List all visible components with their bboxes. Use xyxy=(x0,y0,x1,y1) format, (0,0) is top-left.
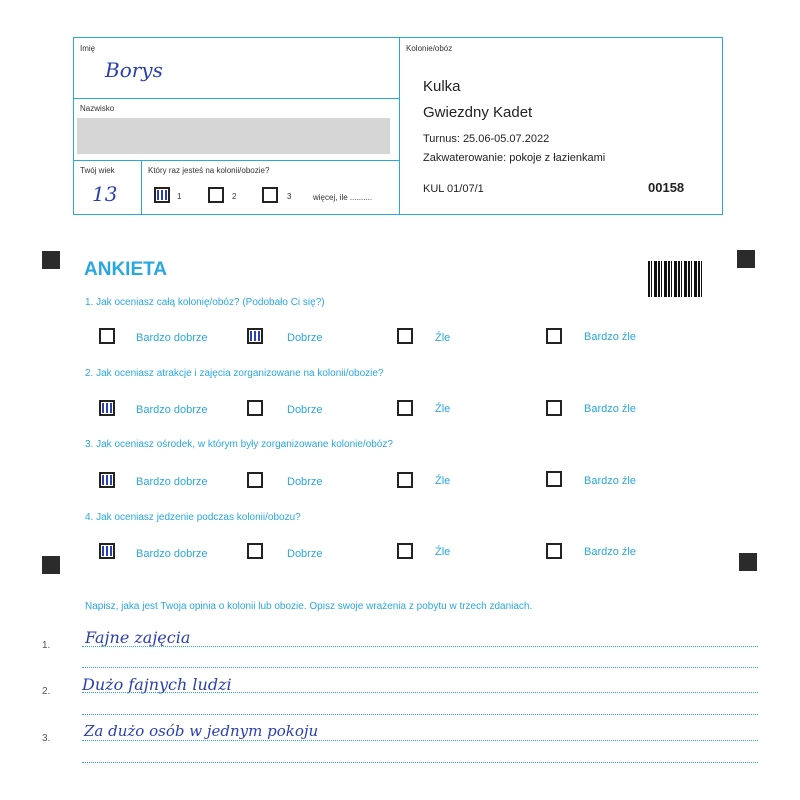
q1-checkbox-zle[interactable] xyxy=(397,328,413,344)
opinion-line-1-text[interactable]: Fajne zajęcia xyxy=(85,628,191,647)
opinion-line-3-number: 3. xyxy=(42,733,51,744)
survey-title: ANKIETA xyxy=(84,259,168,280)
question-2-text: 2. Jak oceniasz atrakcje i zajęcia zorganizowane na kolonii/obozie? xyxy=(85,368,384,379)
q3-checkbox-dobrze[interactable] xyxy=(247,472,263,488)
opinion-line-1-rule xyxy=(82,646,758,647)
question-1-text: 1. Jak oceniasz całą kolonię/obóz? (Podobało Ci się?) xyxy=(85,297,325,308)
q3-option-bardzo-zle: Bardzo źle xyxy=(584,475,636,487)
barcode-icon xyxy=(648,261,704,297)
opinion-line-3-rule xyxy=(82,740,758,741)
opinion-line-1-rule-2 xyxy=(82,667,758,668)
opinion-line-2-rule-2 xyxy=(82,714,758,715)
question-4-text: 4. Jak oceniasz jedzenie podczas kolonii/obozu? xyxy=(85,512,301,523)
header-divider-2 xyxy=(73,160,399,161)
header-divider-3 xyxy=(141,160,142,215)
kolonia-name: Kulka xyxy=(423,78,461,95)
q1-checkbox-bardzo-dobrze[interactable] xyxy=(99,328,115,344)
q1-option-bardzo-zle: Bardzo źle xyxy=(584,331,636,343)
zakwaterowanie: Zakwaterowanie: pokoje z łazienkami xyxy=(423,152,606,164)
opinion-line-2-number: 2. xyxy=(42,686,51,697)
ktory-raz-label: Który raz jesteś na kolonii/obozie? xyxy=(148,166,270,175)
registration-marker-mr xyxy=(739,553,757,571)
opinion-line-3-rule-2 xyxy=(82,762,758,763)
q1-checkbox-bardzo-zle[interactable] xyxy=(546,328,562,344)
q3-option-dobrze: Dobrze xyxy=(287,476,323,488)
q1-option-zle: Źle xyxy=(435,332,451,344)
wiek-value: 13 xyxy=(92,182,118,206)
ktory-raz-checkbox-1[interactable] xyxy=(154,187,170,203)
registration-marker-tl xyxy=(42,251,60,269)
question-3-text: 3. Jak oceniasz ośrodek, w którym były zorganizowane kolonie/obóz? xyxy=(85,439,393,450)
wiecej-label: więcej, ile .......... xyxy=(313,193,373,202)
q4-option-bardzo-zle: Bardzo źle xyxy=(584,546,636,558)
q4-checkbox-dobrze[interactable] xyxy=(247,543,263,559)
imie-label: Imię xyxy=(80,44,96,53)
q2-checkbox-bardzo-dobrze[interactable] xyxy=(99,400,115,416)
q2-option-zle: Źle xyxy=(435,403,451,415)
q4-option-zle: Źle xyxy=(435,546,451,558)
opinion-line-2-rule xyxy=(82,692,758,693)
q4-checkbox-bardzo-dobrze[interactable] xyxy=(99,543,115,559)
ktory-raz-checkbox-2[interactable] xyxy=(208,187,224,203)
q1-option-bardzo-dobrze: Bardzo dobrze xyxy=(136,332,208,344)
q3-option-zle: Źle xyxy=(435,475,451,487)
opinion-line-3-text[interactable]: Za dużo osób w jednym pokoju xyxy=(84,722,319,740)
q2-checkbox-dobrze[interactable] xyxy=(247,400,263,416)
q2-option-dobrze: Dobrze xyxy=(287,404,323,416)
q3-checkbox-zle[interactable] xyxy=(397,472,413,488)
opinion-prompt: Napisz, jaka jest Twoja opinia o kolonii lub obozie. Opisz swoje wrażenia z pobytu w trzech zdaniach. xyxy=(85,601,533,612)
q2-option-bardzo-dobrze: Bardzo dobrze xyxy=(136,404,208,416)
q2-checkbox-bardzo-zle[interactable] xyxy=(546,400,562,416)
nazwisko-redacted xyxy=(77,118,390,154)
q1-checkbox-dobrze[interactable] xyxy=(247,328,263,344)
ktory-raz-option-3: 3 xyxy=(287,192,292,201)
q4-option-bardzo-dobrze: Bardzo dobrze xyxy=(136,548,208,560)
imie-value: Borys xyxy=(105,58,163,82)
opinion-line-1-number: 1. xyxy=(42,640,51,651)
q2-option-bardzo-zle: Bardzo źle xyxy=(584,403,636,415)
q4-option-dobrze: Dobrze xyxy=(287,548,323,560)
q4-checkbox-zle[interactable] xyxy=(397,543,413,559)
q3-checkbox-bardzo-zle[interactable] xyxy=(546,471,562,487)
ktory-raz-option-2: 2 xyxy=(232,192,237,201)
kolonia-code: KUL 01/07/1 xyxy=(423,183,484,195)
q4-checkbox-bardzo-zle[interactable] xyxy=(546,543,562,559)
kolonia-label: Kolonie/obóz xyxy=(406,44,453,53)
q3-checkbox-bardzo-dobrze[interactable] xyxy=(99,472,115,488)
registration-marker-tr xyxy=(737,250,755,268)
q3-option-bardzo-dobrze: Bardzo dobrze xyxy=(136,476,208,488)
q1-option-dobrze: Dobrze xyxy=(287,332,323,344)
header-divider-1 xyxy=(73,98,399,99)
ktory-raz-option-1: 1 xyxy=(177,192,182,201)
turnus: Turnus: 25.06-05.07.2022 xyxy=(423,133,550,145)
ktory-raz-checkbox-3[interactable] xyxy=(262,187,278,203)
opinion-line-2-text[interactable]: Dużo fajnych ludzi xyxy=(82,675,232,694)
registration-marker-ml xyxy=(42,556,60,574)
wiek-label: Twój wiek xyxy=(80,166,115,175)
nazwisko-label: Nazwisko xyxy=(80,104,115,113)
q2-checkbox-zle[interactable] xyxy=(397,400,413,416)
header-divider-vertical xyxy=(399,37,400,215)
kolonia-subtitle: Gwiezdny Kadet xyxy=(423,104,533,121)
form-number: 00158 xyxy=(648,180,685,195)
